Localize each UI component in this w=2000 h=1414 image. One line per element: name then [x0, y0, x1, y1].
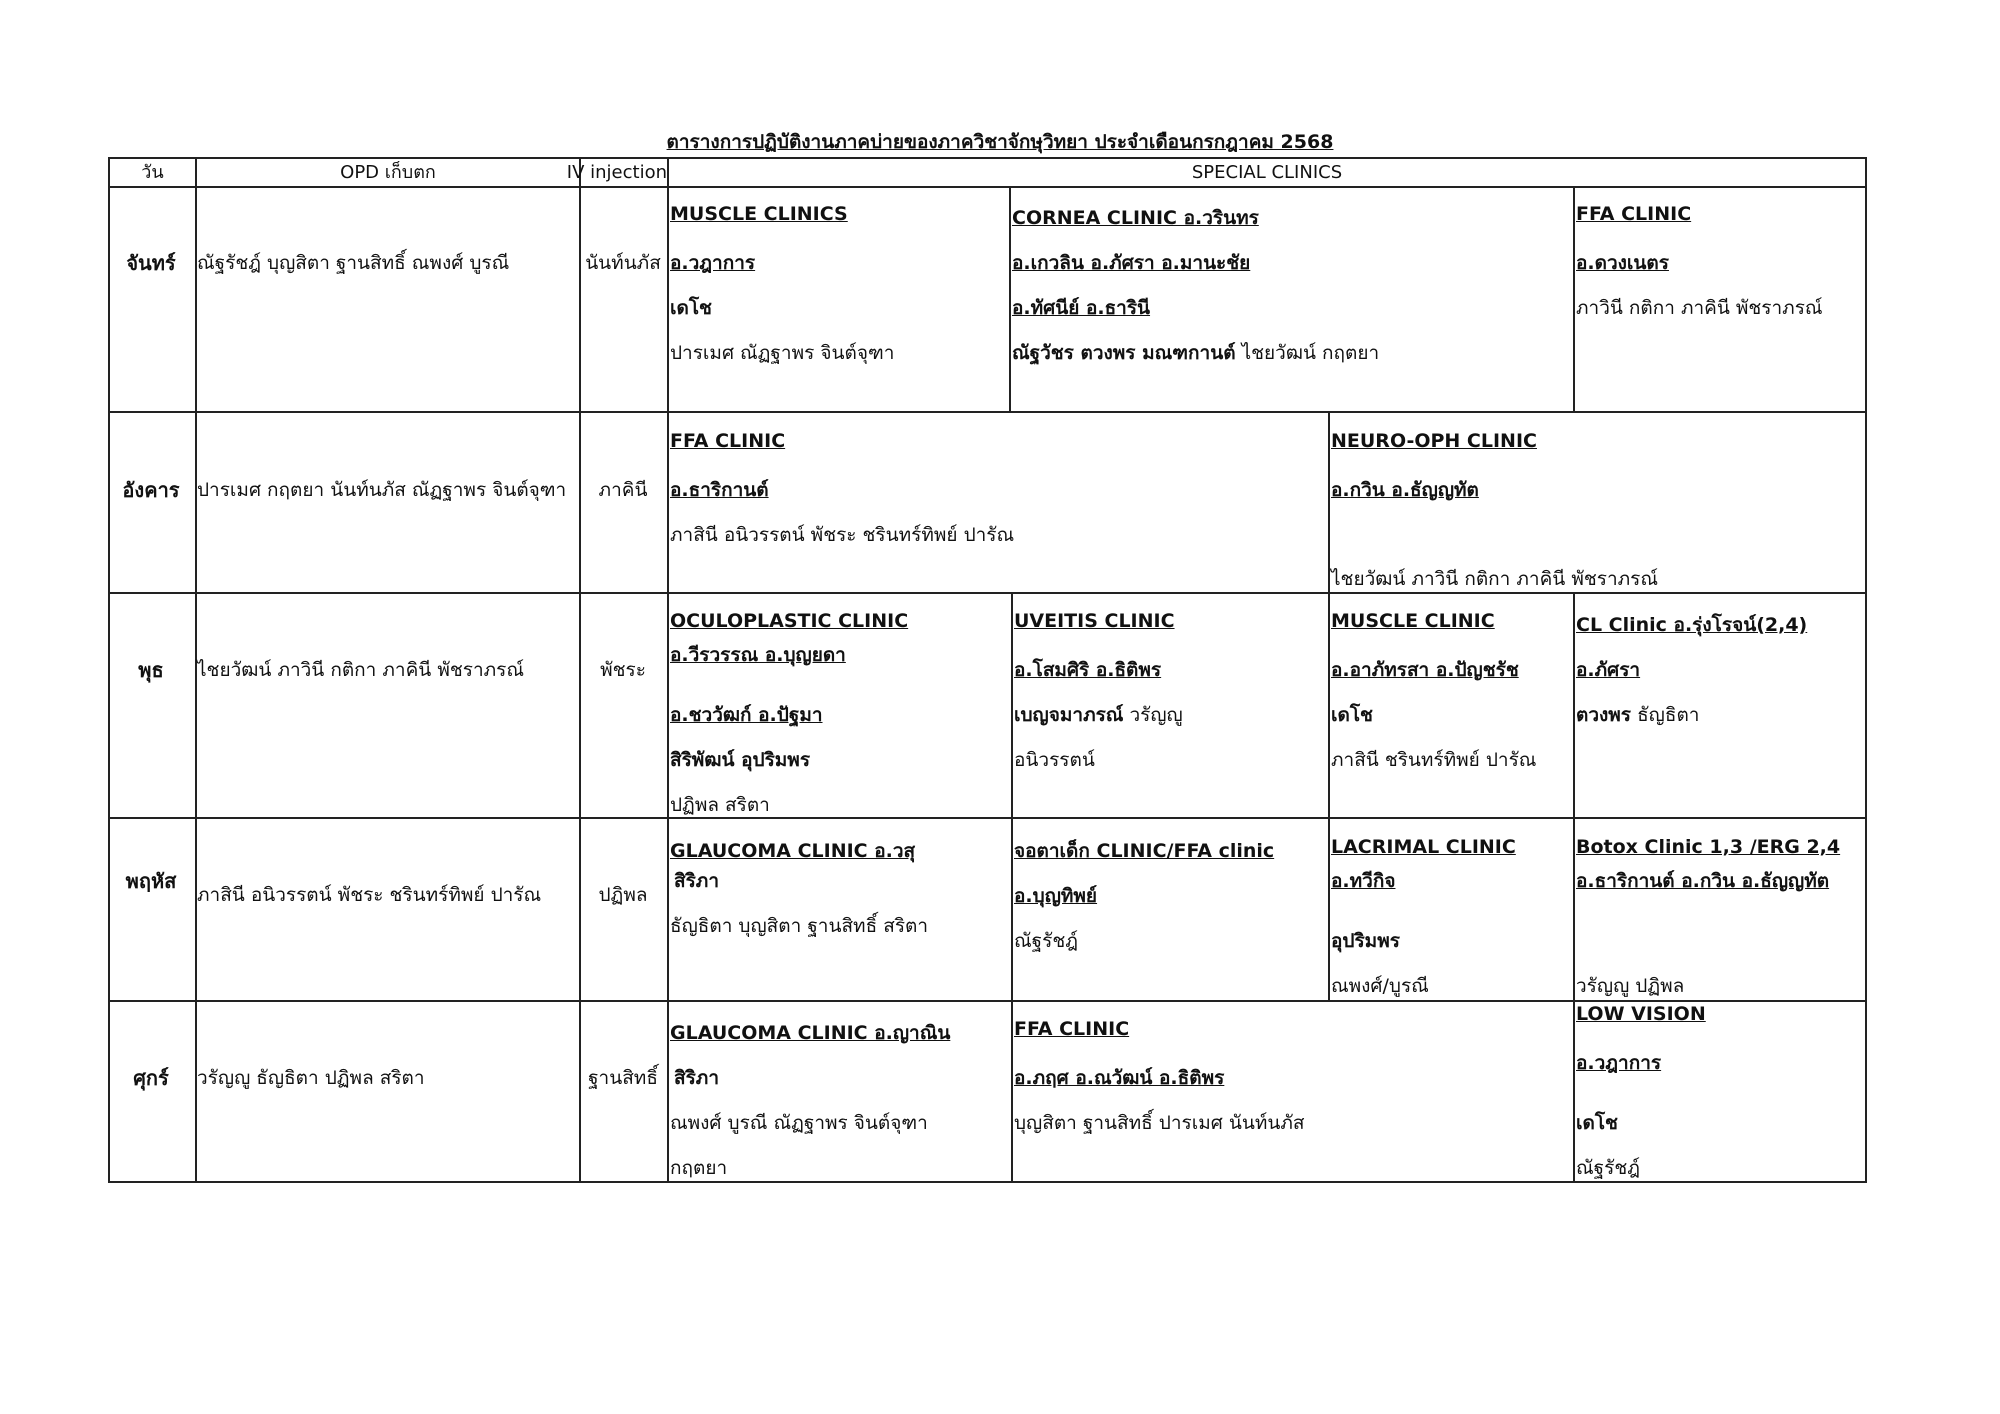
clinic-line: อ.กวิน อ.ธัญญทัต — [1331, 479, 1479, 501]
clinic-title: FFA CLINIC — [1576, 203, 1692, 225]
ivi-wed: พัชระ — [600, 659, 646, 681]
clinic-line: สิริพัฒน์ อุปริมพร — [670, 749, 811, 771]
clinic-line: ภาวินี กติกา ภาคินี พัชราภรณ์ — [1576, 297, 1823, 319]
clinic-title: GLAUCOMA CLINIC อ.ญาณิน — [670, 1022, 951, 1044]
clinic-line: บุญสิตา ฐานสิทธิ์ ปารเมศ นันท์นภัส — [1014, 1112, 1305, 1134]
clinic-line: อ.ธาริกานต์ อ.กวิน อ.ธัญญทัต — [1576, 870, 1830, 892]
clinic-line: อนิวรรตน์ — [1014, 749, 1095, 771]
clinic-line-normal: ไชยวัฒน์ กฤตยา — [1241, 342, 1380, 364]
day-mon: จันทร์ — [126, 251, 176, 275]
clinic-title: UVEITIS CLINIC — [1014, 610, 1175, 632]
clinic-title: FFA CLINIC — [1014, 1018, 1130, 1040]
clinic-line: ณัฐรัชฎ์ — [1014, 930, 1078, 952]
header-ivi: IV injection — [566, 162, 667, 183]
clinic-line: เดโช — [670, 297, 712, 319]
clinic-title: LOW VISION — [1576, 1003, 1706, 1025]
clinic-line: ธัญธิตา บุญสิตา ฐานสิทธิ์ สริตา — [670, 915, 929, 937]
clinic-line-normal: ธัญธิตา — [1637, 704, 1700, 726]
clinic-line: อุปริมพร — [1331, 930, 1400, 952]
header-special: SPECIAL CLINICS — [1191, 162, 1343, 183]
clinic-line: ณพงศ์/บูรณี — [1331, 975, 1429, 997]
clinic-line: ณัฐรัชฎ์ — [1576, 1157, 1640, 1179]
opd-fri: วรัญญู ธัญธิตา ปฏิพล สริตา — [197, 1067, 425, 1089]
clinic-line: อ.วฎาการ — [670, 252, 756, 274]
clinic-line: ภาสินี อนิวรรตน์ พัชระ ชรินทร์ทิพย์ ปารัณ — [670, 524, 1015, 546]
clinic-line: อ.ชววัฒก์ อ.ปัฐมา — [670, 704, 823, 726]
day-wed: พุธ — [138, 658, 164, 682]
ivi-mon: นันท์นภัส — [585, 252, 661, 274]
clinic-line: ปารเมศ ณัฏฐาพร จินต์จุฑา — [670, 342, 895, 364]
clinic-line: สิริภา — [674, 870, 719, 892]
clinic-line — [1014, 700, 1183, 730]
clinic-title: Botox Clinic 1,3 /ERG 2,4 — [1576, 836, 1841, 858]
clinic-line-bold: ตวงพร — [1576, 704, 1632, 726]
opd-mon: ณัฐรัชฎ์ บุญสิตา ฐานสิทธิ์ ณพงศ์ บูรณี — [197, 252, 510, 274]
clinic-line-normal: วรัญญู — [1129, 704, 1183, 726]
clinic-line: อ.ภัศรา — [1576, 659, 1641, 681]
clinic-title: NEURO-OPH CLINIC — [1331, 430, 1537, 452]
clinic-line: เดโช — [1331, 704, 1373, 726]
opd-wed: ไชยวัฒน์ ภาวินี กติกา ภาคินี พัชราภรณ์ — [197, 659, 524, 681]
ivi-thu: ปฏิพล — [598, 884, 648, 906]
clinic-line: อ.ดวงเนตร — [1576, 252, 1669, 274]
clinic-line: อ.อาภัทรสา อ.ปัญชรัช — [1331, 659, 1519, 681]
clinic-title: CORNEA CLINIC อ.วรินทร — [1012, 207, 1259, 229]
page-title: ตารางการปฏิบัติงานภาคบ่ายของภาควิชาจักษุวิทยา ประจำเดือนกรกฎาคม 2568 — [666, 131, 1334, 153]
clinic-line: กฤตยา — [670, 1157, 728, 1179]
clinic-line: ณพงศ์ บูรณี ณัฏฐาพร จินต์จุฑา — [670, 1112, 928, 1134]
day-thu: พฤหัส — [125, 869, 177, 893]
clinic-title: CL Clinic อ.รุ่งโรจน์(2,4) — [1576, 614, 1808, 636]
clinic-line: อ.ธาริกานต์ — [670, 479, 769, 501]
clinic-line-bold: เบญจมาภรณ์ — [1014, 704, 1124, 726]
clinic-title: GLAUCOMA CLINIC อ.วสุ — [670, 840, 916, 862]
opd-thu: ภาสินี อนิวรรตน์ พัชระ ชรินทร์ทิพย์ ปารัณ — [197, 884, 542, 906]
clinic-title: MUSCLE CLINICS — [670, 203, 848, 225]
clinic-line: อ.วีรวรรณ อ.บุญยดา — [670, 644, 846, 666]
day-tue: อังคาร — [122, 478, 180, 502]
clinic-line: สิริภา — [674, 1067, 719, 1089]
clinic-line: ภาสินี ชรินทร์ทิพย์ ปารัณ — [1331, 749, 1537, 771]
clinic-line: อ.บุญทิพย์ — [1014, 885, 1098, 907]
clinic-title: FFA CLINIC — [670, 430, 786, 452]
clinic-title: LACRIMAL CLINIC — [1331, 836, 1516, 858]
clinic-line: ปฏิพล สริตา — [670, 794, 770, 816]
clinic-line: อ.โสมศิริ อ.ธิติพร — [1014, 659, 1162, 681]
clinic-line: ไชยวัฒน์ ภาวินี กติกา ภาคินี พัชราภรณ์ — [1331, 568, 1658, 590]
clinic-line: อ.ทวีกิจ — [1331, 870, 1396, 892]
clinic-line: วรัญญู ปฏิพล — [1576, 975, 1685, 997]
clinic-line: อ.ทัศนีย์ อ.ธารินี — [1012, 297, 1151, 319]
ivi-tue: ภาคินี — [598, 479, 648, 501]
clinic-line-bold: ณัฐวัชร ตวงพร มณฑกานต์ — [1012, 342, 1236, 364]
clinic-title: จอตาเด็ก CLINIC/FFA clinic — [1014, 840, 1275, 862]
opd-tue: ปารเมศ กฤตยา นันท์นภัส ณัฏฐาพร จินต์จุฑา — [197, 479, 567, 501]
clinic-line: เดโช — [1576, 1112, 1618, 1134]
header-opd: OPD เก็บตก — [340, 162, 436, 183]
clinic-line: อ.เกวลิน อ.ภัศรา อ.มานะชัย — [1012, 252, 1251, 274]
clinic-title: OCULOPLASTIC CLINIC — [670, 610, 909, 632]
clinic-line: อ.ภฤศ อ.ณวัฒน์ อ.ธิติพร — [1014, 1067, 1225, 1089]
clinic-line — [1012, 338, 1379, 368]
day-fri: ศุกร์ — [133, 1066, 169, 1090]
header-day: วัน — [141, 162, 164, 183]
clinic-line: อ.วฎาการ — [1576, 1052, 1662, 1074]
clinic-line — [1576, 700, 1699, 730]
clinic-title: MUSCLE CLINIC — [1331, 610, 1495, 632]
ivi-fri: ฐานสิทธิ์ — [588, 1067, 658, 1089]
